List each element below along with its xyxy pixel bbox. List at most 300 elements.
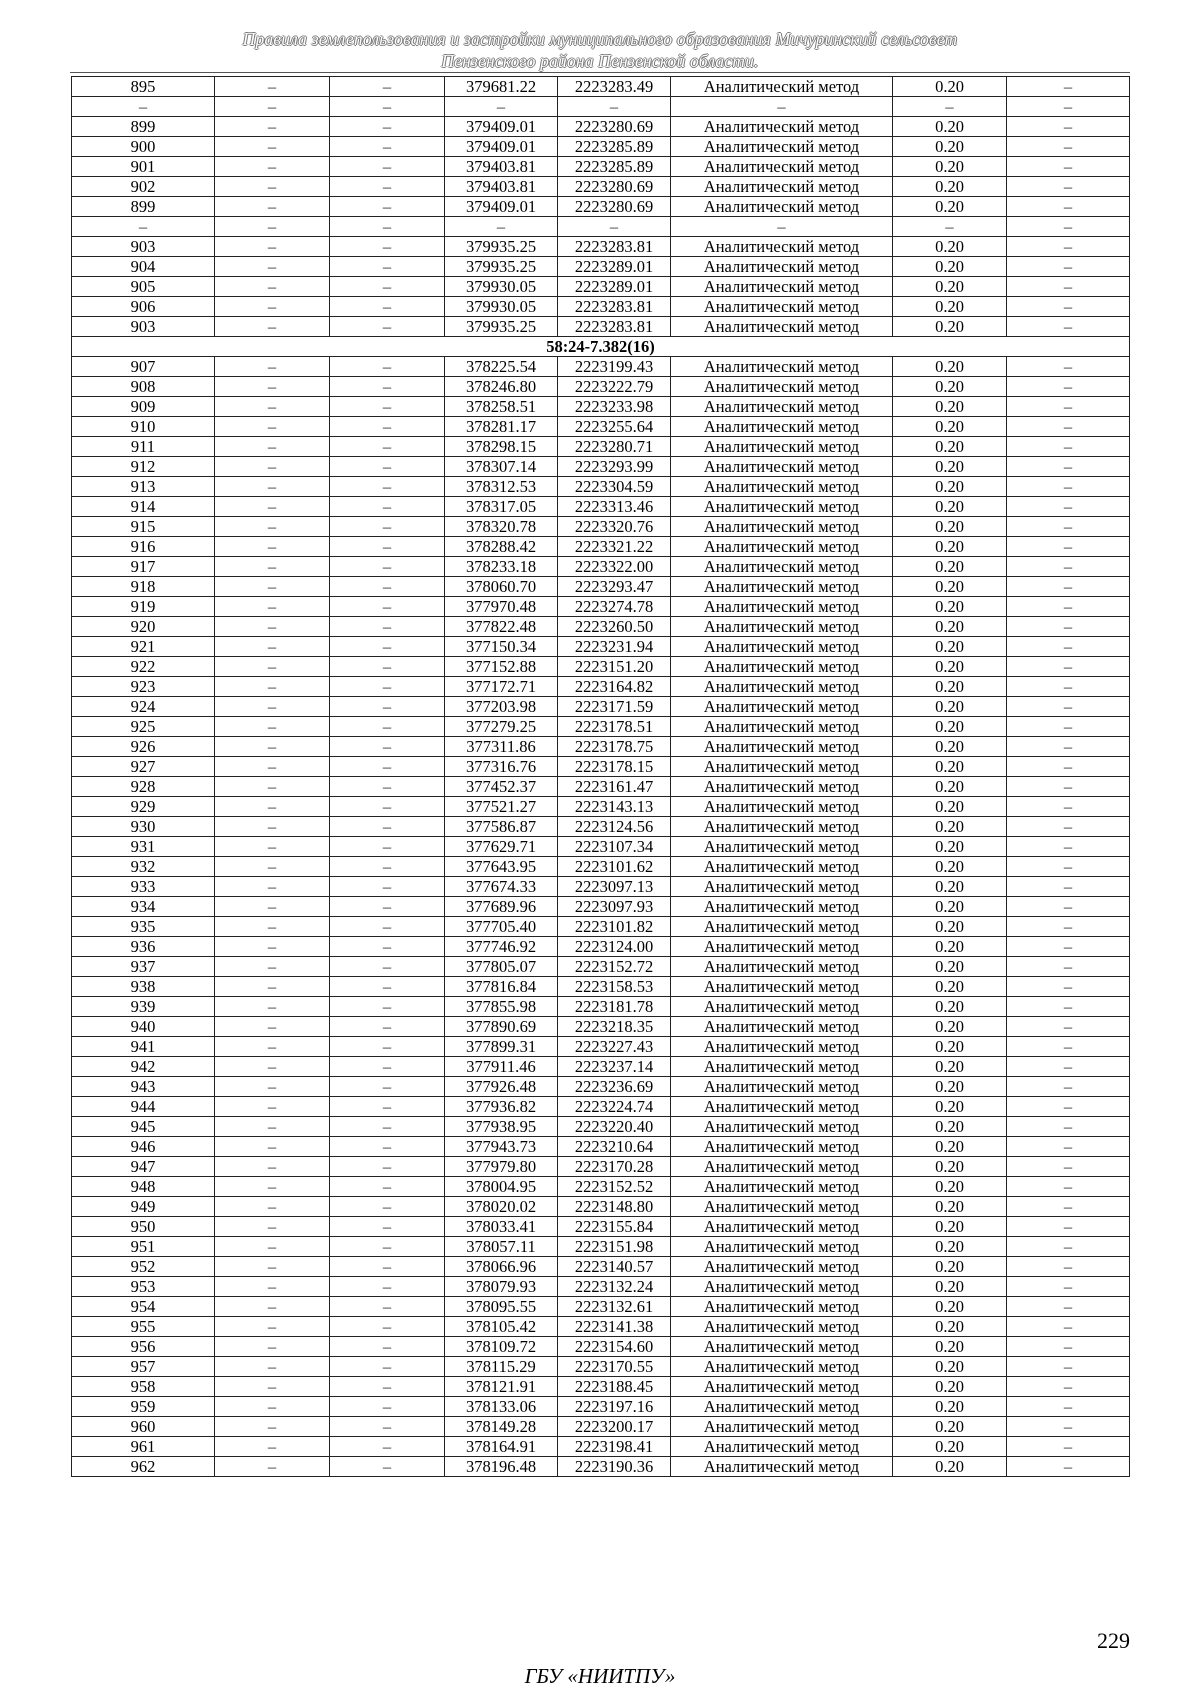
x-coordinate-cell: 378105.42 <box>445 1317 558 1337</box>
method-cell: Аналитический метод <box>671 77 893 97</box>
method-cell: Аналитический метод <box>671 937 893 957</box>
accuracy-cell: 0.20 <box>893 1097 1007 1117</box>
dash-cell: – <box>215 777 330 797</box>
accuracy-cell: 0.20 <box>893 1197 1007 1217</box>
dash-cell: – <box>330 537 445 557</box>
dash-cell: – <box>330 957 445 977</box>
method-cell: Аналитический метод <box>671 1297 893 1317</box>
dash-cell: – <box>1007 1317 1130 1337</box>
method-cell: Аналитический метод <box>671 437 893 457</box>
table-row <box>72 477 1130 497</box>
accuracy-cell: 0.20 <box>893 1077 1007 1097</box>
point-number-cell: 925 <box>72 717 215 737</box>
table-row <box>72 1037 1130 1057</box>
y-coordinate-cell: 2223280.69 <box>558 197 671 217</box>
y-coordinate-cell: 2223200.17 <box>558 1417 671 1437</box>
dash-cell: – <box>215 997 330 1017</box>
x-coordinate-cell: 379409.01 <box>445 137 558 157</box>
table-row <box>72 1097 1130 1117</box>
x-coordinate-cell: 378033.41 <box>445 1217 558 1237</box>
dash-cell: – <box>330 717 445 737</box>
x-coordinate-cell: 378057.11 <box>445 1237 558 1257</box>
dash-cell: – <box>1007 117 1130 137</box>
method-cell: Аналитический метод <box>671 517 893 537</box>
point-number-cell: 900 <box>72 137 215 157</box>
method-cell: Аналитический метод <box>671 1177 893 1197</box>
dash-cell: – <box>330 1417 445 1437</box>
page-number: 229 <box>1097 1628 1130 1653</box>
method-cell: Аналитический метод <box>671 1257 893 1277</box>
dash-cell: – <box>1007 957 1130 977</box>
dash-cell: – <box>330 817 445 837</box>
table-row <box>72 437 1130 457</box>
accuracy-cell: 0.20 <box>893 157 1007 177</box>
table-row <box>72 877 1130 897</box>
x-coordinate-cell: 378288.42 <box>445 537 558 557</box>
point-number-cell: 953 <box>72 1277 215 1297</box>
dash-cell: – <box>330 397 445 417</box>
accuracy-cell: 0.20 <box>893 1217 1007 1237</box>
dash-cell: – <box>330 77 445 97</box>
accuracy-cell: 0.20 <box>893 1337 1007 1357</box>
dash-cell: – <box>215 577 330 597</box>
x-coordinate-cell: 377705.40 <box>445 917 558 937</box>
dash-cell: – <box>1007 237 1130 257</box>
method-cell: Аналитический метод <box>671 897 893 917</box>
accuracy-cell: 0.20 <box>893 737 1007 757</box>
accuracy-cell: 0.20 <box>893 1037 1007 1057</box>
dash-cell: – <box>1007 557 1130 577</box>
accuracy-cell: 0.20 <box>893 717 1007 737</box>
y-coordinate-cell: 2223178.15 <box>558 757 671 777</box>
dash-cell: – <box>215 537 330 557</box>
y-coordinate-cell: 2223164.82 <box>558 677 671 697</box>
y-coordinate-cell: 2223283.81 <box>558 237 671 257</box>
method-cell: Аналитический метод <box>671 117 893 137</box>
dash-cell: – <box>330 757 445 777</box>
dash-cell: – <box>1007 317 1130 337</box>
x-coordinate-cell: 378149.28 <box>445 1417 558 1437</box>
dash-cell: – <box>330 1457 445 1477</box>
dash-cell: – <box>330 237 445 257</box>
accuracy-cell: 0.20 <box>893 657 1007 677</box>
method-cell: Аналитический метод <box>671 1377 893 1397</box>
y-coordinate-cell: 2223220.40 <box>558 1117 671 1137</box>
dash-cell: – <box>215 1037 330 1057</box>
x-coordinate-cell: 377586.87 <box>445 817 558 837</box>
table-row <box>72 537 1130 557</box>
method-cell: Аналитический метод <box>671 277 893 297</box>
method-cell: – <box>671 217 893 237</box>
x-coordinate-cell: 378196.48 <box>445 1457 558 1477</box>
method-cell: Аналитический метод <box>671 837 893 857</box>
y-coordinate-cell: 2223274.78 <box>558 597 671 617</box>
dash-cell: – <box>1007 877 1130 897</box>
dash-cell: – <box>215 1337 330 1357</box>
method-cell: Аналитический метод <box>671 857 893 877</box>
y-coordinate-cell: 2223148.80 <box>558 1197 671 1217</box>
accuracy-cell: 0.20 <box>893 417 1007 437</box>
accuracy-cell: 0.20 <box>893 977 1007 997</box>
dash-cell: – <box>1007 517 1130 537</box>
dash-cell: – <box>215 1417 330 1437</box>
y-coordinate-cell: 2223304.59 <box>558 477 671 497</box>
dash-cell: – <box>215 357 330 377</box>
y-coordinate-cell: – <box>558 217 671 237</box>
dash-cell: – <box>330 437 445 457</box>
dash-cell: – <box>215 1317 330 1337</box>
x-coordinate-cell: 377805.07 <box>445 957 558 977</box>
y-coordinate-cell: 2223141.38 <box>558 1317 671 1337</box>
x-coordinate-cell: 378060.70 <box>445 577 558 597</box>
method-cell: Аналитический метод <box>671 297 893 317</box>
dash-cell: – <box>1007 1397 1130 1417</box>
method-cell: Аналитический метод <box>671 637 893 657</box>
dash-cell: – <box>215 617 330 637</box>
dash-cell: – <box>1007 1237 1130 1257</box>
dash-cell: – <box>215 1237 330 1257</box>
method-cell: Аналитический метод <box>671 1317 893 1337</box>
table-row <box>72 1417 1130 1437</box>
dash-cell: – <box>330 157 445 177</box>
y-coordinate-cell: 2223289.01 <box>558 257 671 277</box>
y-coordinate-cell: 2223293.47 <box>558 577 671 597</box>
dash-cell: – <box>330 97 445 117</box>
point-number-cell: 911 <box>72 437 215 457</box>
dash-cell: – <box>330 1277 445 1297</box>
page-footer: ГБУ «НИИТПУ» <box>524 1664 676 1688</box>
dash-cell: – <box>330 417 445 437</box>
point-number-cell: 943 <box>72 1077 215 1097</box>
x-coordinate-cell: 379935.25 <box>445 317 558 337</box>
y-coordinate-cell: 2223222.79 <box>558 377 671 397</box>
x-coordinate-cell: 379930.05 <box>445 277 558 297</box>
y-coordinate-cell: 2223154.60 <box>558 1337 671 1357</box>
x-coordinate-cell: 379935.25 <box>445 257 558 277</box>
x-coordinate-cell: 378115.29 <box>445 1357 558 1377</box>
accuracy-cell: 0.20 <box>893 197 1007 217</box>
method-cell: Аналитический метод <box>671 777 893 797</box>
point-number-cell: 907 <box>72 357 215 377</box>
dash-cell: – <box>330 1177 445 1197</box>
point-number-cell: 936 <box>72 937 215 957</box>
table-row <box>72 237 1130 257</box>
dash-cell: – <box>215 797 330 817</box>
y-coordinate-cell: 2223170.55 <box>558 1357 671 1377</box>
method-cell: Аналитический метод <box>671 917 893 937</box>
y-coordinate-cell: 2223233.98 <box>558 397 671 417</box>
x-coordinate-cell: 378246.80 <box>445 377 558 397</box>
point-number-cell: 901 <box>72 157 215 177</box>
x-coordinate-cell: 378225.54 <box>445 357 558 377</box>
x-coordinate-cell: 378307.14 <box>445 457 558 477</box>
table-row <box>72 737 1130 757</box>
dash-cell: – <box>330 1237 445 1257</box>
method-cell: Аналитический метод <box>671 417 893 437</box>
dash-cell: – <box>330 517 445 537</box>
dash-cell: – <box>330 457 445 477</box>
dash-cell: – <box>1007 1097 1130 1117</box>
point-number-cell: 955 <box>72 1317 215 1337</box>
dash-cell: – <box>330 1037 445 1057</box>
dash-cell: – <box>215 757 330 777</box>
accuracy-cell: 0.20 <box>893 297 1007 317</box>
table-row <box>72 1057 1130 1077</box>
accuracy-cell: – <box>893 97 1007 117</box>
dash-cell: – <box>215 457 330 477</box>
dash-cell: – <box>1007 1117 1130 1137</box>
dash-cell: – <box>1007 817 1130 837</box>
method-cell: Аналитический метод <box>671 1017 893 1037</box>
dash-cell: – <box>330 277 445 297</box>
method-cell: Аналитический метод <box>671 757 893 777</box>
y-coordinate-cell: 2223218.35 <box>558 1017 671 1037</box>
point-number-cell: 905 <box>72 277 215 297</box>
x-coordinate-cell: 379935.25 <box>445 237 558 257</box>
dash-cell: – <box>1007 197 1130 217</box>
y-coordinate-cell: 2223285.89 <box>558 157 671 177</box>
dash-cell: – <box>1007 1417 1130 1437</box>
dash-cell: – <box>1007 597 1130 617</box>
table-row <box>72 657 1130 677</box>
point-number-cell: 951 <box>72 1237 215 1257</box>
accuracy-cell: 0.20 <box>893 117 1007 137</box>
point-number-cell: 960 <box>72 1417 215 1437</box>
accuracy-cell: 0.20 <box>893 497 1007 517</box>
table-row <box>72 577 1130 597</box>
x-coordinate-cell: 377150.34 <box>445 637 558 657</box>
point-number-cell: 919 <box>72 597 215 617</box>
accuracy-cell: 0.20 <box>893 937 1007 957</box>
dash-cell: – <box>330 357 445 377</box>
table-row <box>72 1137 1130 1157</box>
dash-cell: – <box>330 1017 445 1037</box>
x-coordinate-cell: 377855.98 <box>445 997 558 1017</box>
dash-cell: – <box>1007 657 1130 677</box>
dash-cell: – <box>1007 1177 1130 1197</box>
table-row <box>72 917 1130 937</box>
dash-cell: – <box>1007 797 1130 817</box>
accuracy-cell: 0.20 <box>893 1357 1007 1377</box>
dash-cell: – <box>1007 217 1130 237</box>
method-cell: Аналитический метод <box>671 317 893 337</box>
dash-cell: – <box>1007 97 1130 117</box>
point-number-cell: 912 <box>72 457 215 477</box>
section-header-row <box>72 337 1130 357</box>
x-coordinate-cell: 379930.05 <box>445 297 558 317</box>
table-row <box>72 1457 1130 1477</box>
dash-cell: – <box>330 797 445 817</box>
accuracy-cell: 0.20 <box>893 537 1007 557</box>
accuracy-cell: 0.20 <box>893 1237 1007 1257</box>
dash-cell: – <box>215 897 330 917</box>
dash-cell: – <box>330 617 445 637</box>
method-cell: Аналитический метод <box>671 677 893 697</box>
point-number-cell: 939 <box>72 997 215 1017</box>
table-row <box>72 837 1130 857</box>
dash-cell: – <box>1007 937 1130 957</box>
dash-cell: – <box>1007 997 1130 1017</box>
dash-cell: – <box>215 817 330 837</box>
point-number-cell: 956 <box>72 1337 215 1357</box>
table-row <box>72 157 1130 177</box>
method-cell: Аналитический метод <box>671 397 893 417</box>
dash-cell: – <box>215 1117 330 1137</box>
accuracy-cell: 0.20 <box>893 1277 1007 1297</box>
point-number-cell: 895 <box>72 77 215 97</box>
dash-cell: – <box>1007 1357 1130 1377</box>
method-cell: Аналитический метод <box>671 497 893 517</box>
method-cell: Аналитический метод <box>671 977 893 997</box>
dash-cell: – <box>1007 917 1130 937</box>
point-number-cell: 954 <box>72 1297 215 1317</box>
table-row <box>72 277 1130 297</box>
table-row <box>72 617 1130 637</box>
point-number-cell: 913 <box>72 477 215 497</box>
point-number-cell: 938 <box>72 977 215 997</box>
dash-cell: – <box>215 737 330 757</box>
dash-cell: – <box>215 637 330 657</box>
x-coordinate-cell: 379403.81 <box>445 177 558 197</box>
y-coordinate-cell: 2223143.13 <box>558 797 671 817</box>
point-number-cell: 916 <box>72 537 215 557</box>
point-number-cell: 958 <box>72 1377 215 1397</box>
dash-cell: – <box>215 1377 330 1397</box>
x-coordinate-cell: – <box>445 217 558 237</box>
table-row <box>72 1377 1130 1397</box>
x-coordinate-cell: 378121.91 <box>445 1377 558 1397</box>
dash-cell: – <box>215 157 330 177</box>
method-cell: Аналитический метод <box>671 457 893 477</box>
dash-cell: – <box>330 1137 445 1157</box>
x-coordinate-cell: 377746.92 <box>445 937 558 957</box>
dash-cell: – <box>330 1357 445 1377</box>
table-row <box>72 1017 1130 1037</box>
dash-cell: – <box>330 197 445 217</box>
point-number-cell: 922 <box>72 657 215 677</box>
table-row <box>72 1337 1130 1357</box>
table-row <box>72 597 1130 617</box>
point-number-cell: 918 <box>72 577 215 597</box>
dash-cell: – <box>215 397 330 417</box>
dash-cell: – <box>330 1297 445 1317</box>
dash-cell: – <box>1007 1337 1130 1357</box>
dash-cell: – <box>215 977 330 997</box>
dash-cell: – <box>330 937 445 957</box>
dash-cell: – <box>330 577 445 597</box>
dash-cell: – <box>215 677 330 697</box>
accuracy-cell: 0.20 <box>893 1457 1007 1477</box>
dash-cell: – <box>330 857 445 877</box>
method-cell: Аналитический метод <box>671 1417 893 1437</box>
dash-cell: – <box>1007 1377 1130 1397</box>
x-coordinate-cell: 378164.91 <box>445 1437 558 1457</box>
y-coordinate-cell: 2223181.78 <box>558 997 671 1017</box>
dash-cell: – <box>1007 1217 1130 1237</box>
y-coordinate-cell: 2223178.51 <box>558 717 671 737</box>
dash-cell: – <box>215 417 330 437</box>
method-cell: Аналитический метод <box>671 377 893 397</box>
dash-cell: – <box>330 977 445 997</box>
dash-cell: – <box>1007 1277 1130 1297</box>
y-coordinate-cell: 2223171.59 <box>558 697 671 717</box>
dash-cell: – <box>330 1437 445 1457</box>
accuracy-cell: 0.20 <box>893 557 1007 577</box>
x-coordinate-cell: 377172.71 <box>445 677 558 697</box>
dash-cell: – <box>1007 537 1130 557</box>
dash-cell: – <box>1007 377 1130 397</box>
y-coordinate-cell: 2223227.43 <box>558 1037 671 1057</box>
point-number-cell: 959 <box>72 1397 215 1417</box>
point-number-cell: 948 <box>72 1177 215 1197</box>
y-coordinate-cell: 2223260.50 <box>558 617 671 637</box>
method-cell: Аналитический метод <box>671 157 893 177</box>
point-number-cell: 932 <box>72 857 215 877</box>
x-coordinate-cell: 378258.51 <box>445 397 558 417</box>
method-cell: Аналитический метод <box>671 797 893 817</box>
dash-cell: – <box>1007 737 1130 757</box>
point-number-cell: 924 <box>72 697 215 717</box>
point-number-cell: 915 <box>72 517 215 537</box>
dash-cell: – <box>330 1057 445 1077</box>
dash-cell: – <box>215 717 330 737</box>
table-row <box>72 397 1130 417</box>
dash-cell: – <box>215 1257 330 1277</box>
accuracy-cell: 0.20 <box>893 637 1007 657</box>
x-coordinate-cell: 378281.17 <box>445 417 558 437</box>
y-coordinate-cell: 2223255.64 <box>558 417 671 437</box>
accuracy-cell: 0.20 <box>893 1317 1007 1337</box>
table-row <box>72 997 1130 1017</box>
method-cell: Аналитический метод <box>671 357 893 377</box>
dash-cell: – <box>215 277 330 297</box>
x-coordinate-cell: 377970.48 <box>445 597 558 617</box>
y-coordinate-cell: 2223313.46 <box>558 497 671 517</box>
accuracy-cell: 0.20 <box>893 837 1007 857</box>
y-coordinate-cell: 2223151.98 <box>558 1237 671 1257</box>
table-row <box>72 957 1130 977</box>
accuracy-cell: 0.20 <box>893 1177 1007 1197</box>
dash-cell: – <box>215 917 330 937</box>
dash-cell: – <box>330 697 445 717</box>
dash-cell: – <box>330 1197 445 1217</box>
y-coordinate-cell: 2223124.00 <box>558 937 671 957</box>
x-coordinate-cell: 378020.02 <box>445 1197 558 1217</box>
table-row <box>72 1437 1130 1457</box>
dash-cell: – <box>215 217 330 237</box>
x-coordinate-cell: 377452.37 <box>445 777 558 797</box>
method-cell: Аналитический метод <box>671 1117 893 1137</box>
accuracy-cell: 0.20 <box>893 877 1007 897</box>
x-coordinate-cell: 377938.95 <box>445 1117 558 1137</box>
method-cell: Аналитический метод <box>671 177 893 197</box>
dash-cell: – <box>1007 477 1130 497</box>
table-row <box>72 77 1130 97</box>
y-coordinate-cell: 2223280.71 <box>558 437 671 457</box>
dash-cell: – <box>215 1197 330 1217</box>
method-cell: Аналитический метод <box>671 737 893 757</box>
dash-cell: – <box>215 97 330 117</box>
y-coordinate-cell: 2223155.84 <box>558 1217 671 1237</box>
point-number-cell: 904 <box>72 257 215 277</box>
dash-cell: – <box>215 1297 330 1317</box>
accuracy-cell: 0.20 <box>893 437 1007 457</box>
dash-cell: – <box>1007 777 1130 797</box>
dash-cell: – <box>215 1217 330 1237</box>
table-row <box>72 137 1130 157</box>
dash-cell: – <box>1007 1297 1130 1317</box>
method-cell: Аналитический метод <box>671 1437 893 1457</box>
